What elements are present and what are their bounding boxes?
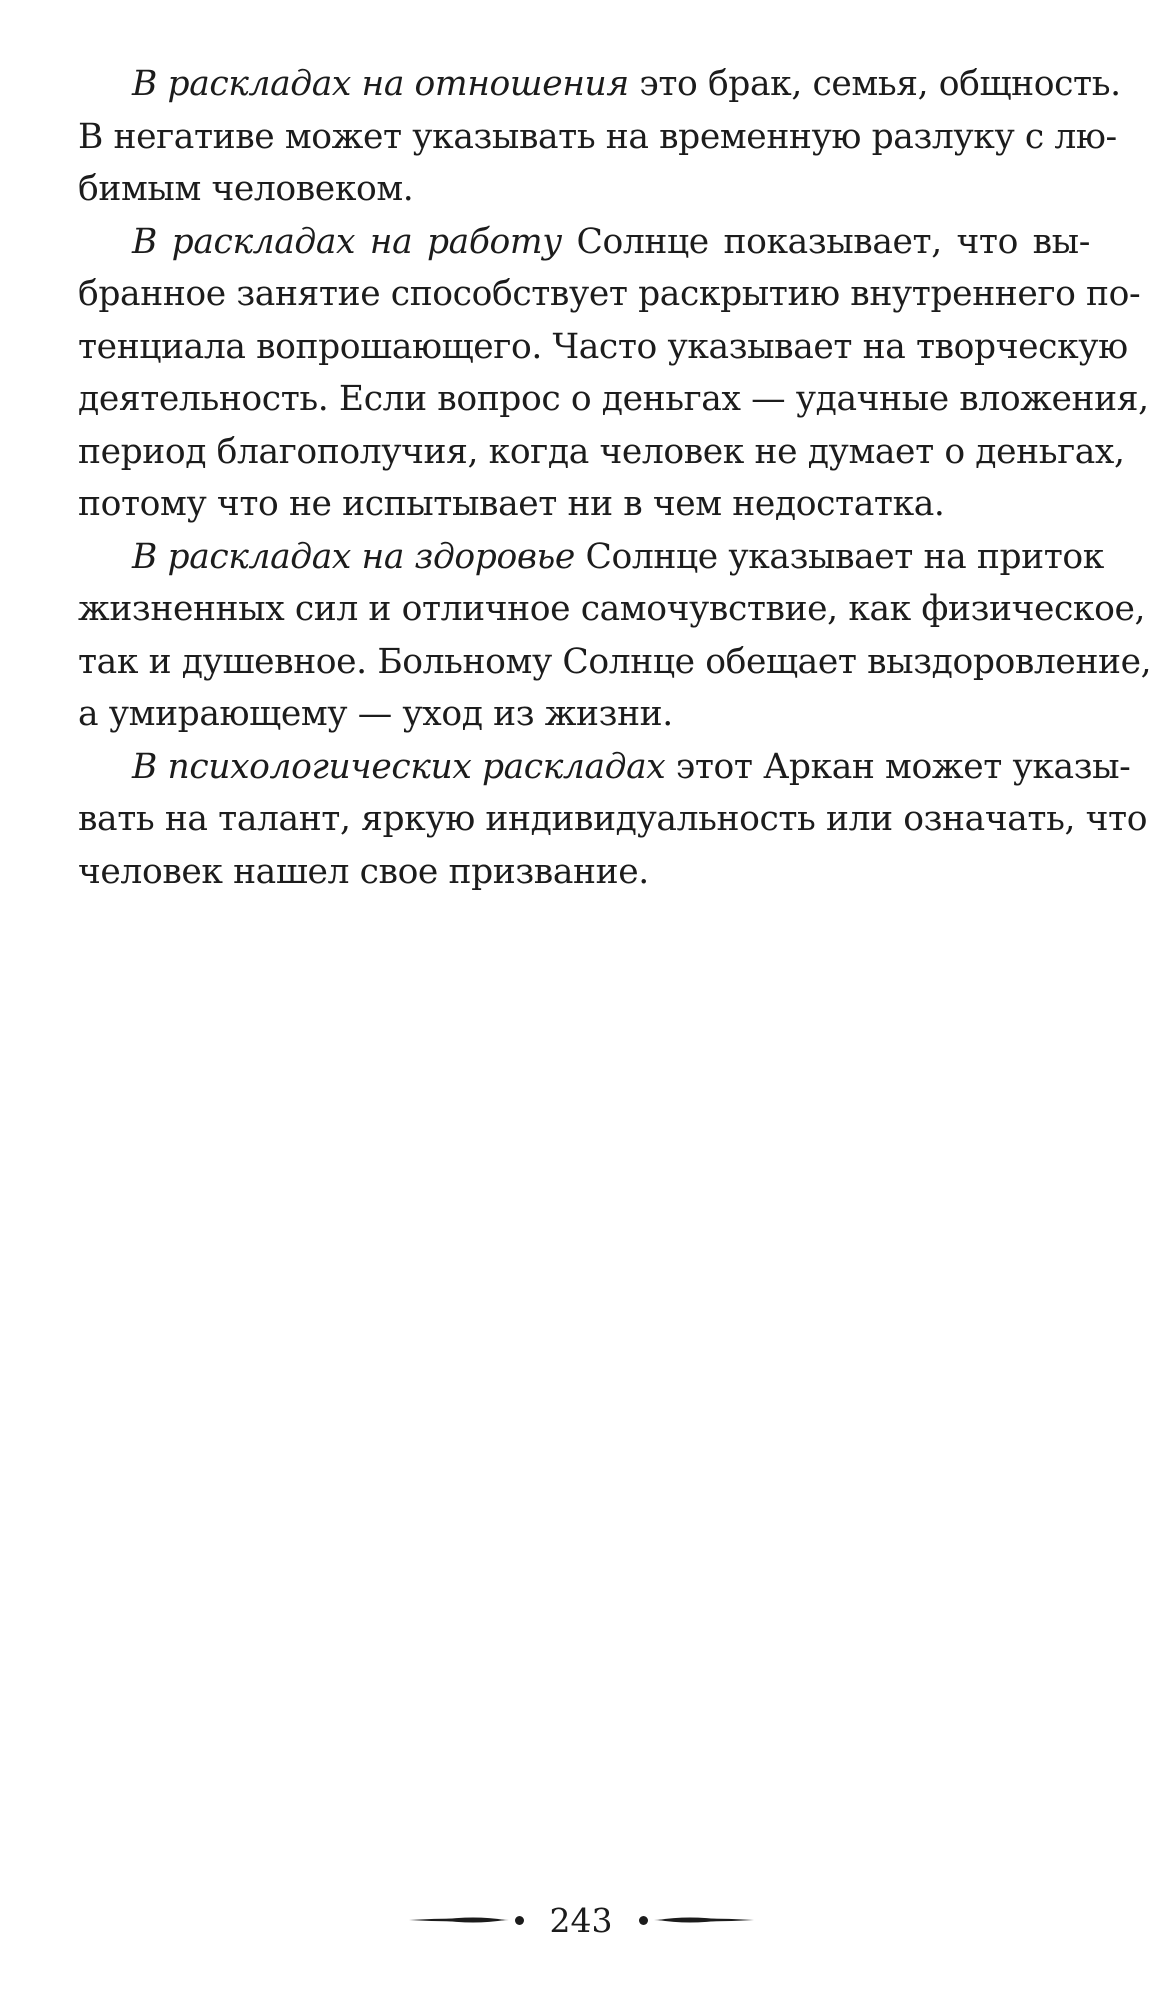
italic-lead: В раскладах на отношения (132, 64, 629, 104)
page-number: 243 (549, 1900, 613, 1940)
paragraph-psychological: В психологических раскладах этот Аркан может указы- вать на талант, яркую индивидуальность или означать, что человек нашел свое призвание. (78, 746, 1148, 892)
paragraph-work: В раскладах на работу Солнце показывает, что вы- бранное занятие способствует раскрытию внутреннего по- тенциала вопрошающего. Часто указывает на творческую деятельность. Если вопрос о деньгах — удачные вложения, период благополучия, когда человек не думает о деньгах, потому что не испытывает ни в чем недостатка. (78, 221, 1149, 524)
italic-lead: В раскладах на работу (132, 221, 562, 262)
italic-lead: В психологических раскладах (132, 746, 666, 787)
left-ornament-icon (409, 1913, 509, 1927)
paragraph-relationships: В раскладах на отношения это брак, семья, общность. В негативе может указывать на временную разлуку с лю- бимым человеком. (78, 64, 1121, 209)
body-text (78, 58, 1152, 898)
italic-lead: В раскладах на здоровье (132, 536, 575, 577)
right-dot-icon (639, 1916, 648, 1925)
left-dot-icon (515, 1916, 524, 1925)
paragraph-health: В раскладах на здоровье Солнце указывает на приток жизненных сил и отличное самочувствие, как физическое, так и душевное. Больному Солнце обещает выздоровление, а умирающему — уход из жизни. (78, 536, 1152, 734)
right-ornament-icon (654, 1913, 754, 1927)
page-footer (0, 1895, 1162, 1945)
